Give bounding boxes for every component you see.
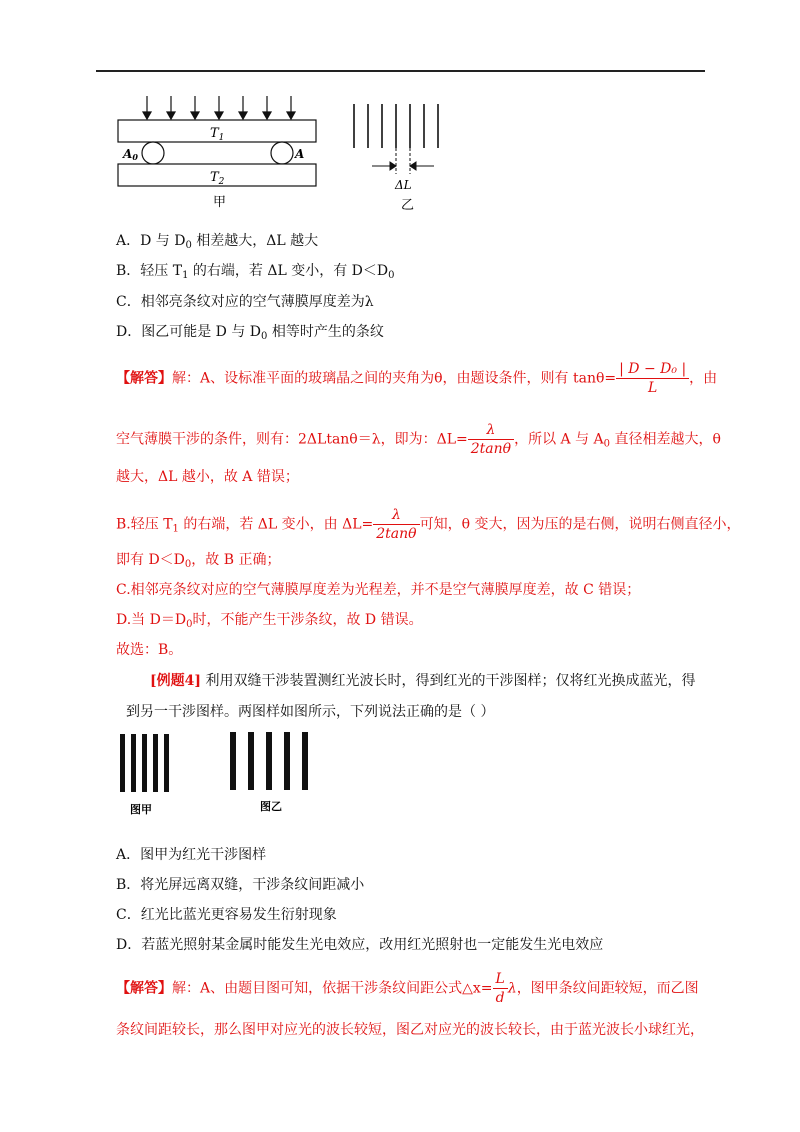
q2-option-a: A．图甲为红光干涉图样 [116,847,267,863]
ball-a0-label: A0 [123,147,138,162]
ball-a0 [142,142,164,164]
figure1-caption-yi: 乙 [401,198,415,213]
answer1-line5: 即有 $D<D_0$，故 B 正确； [116,552,281,570]
pressure-arrows [143,96,295,119]
answer2-line2: 条纹间距较长，那么图甲对应光的波长较短，图乙对应光的波长较长，由于蓝光波长小球红光， [116,1022,704,1038]
answer1-line4: B.轻压 $T_1$ 的右端，若 ΔL 变小，由 ΔL= $\frac{\lambda}{2\tan\theta}$ 可知，θ 变大，因为压的是右侧，说明右侧直径小， [116,507,741,542]
figure2-caption-yi: 图乙 [260,800,282,813]
q1-option-c: C．相邻亮条纹对应的空气薄膜厚度差为λ [116,294,374,310]
q2-option-b: B．将光屏远离双缝，干涉条纹间距减小 [116,877,365,893]
interference-fringes [354,104,438,148]
q2-option-d: D．若蓝光照射某金属时能发生光电效应，改用红光照射也一定能发生光电效应 [116,937,604,953]
answer1-line6: C.相邻亮条纹对应的空气薄膜厚度差为光程差，并不是空气薄膜厚度差，故 C 错误； [116,582,641,598]
ball-a-label: A [295,147,305,161]
pattern-jia [120,734,169,792]
figure-thin-film-interference [110,92,450,214]
pattern-yi [230,732,308,790]
answer1-line7: D.当 $D=D_0$时，不能产生干涉条纹，故 D 错误。 [116,612,423,630]
answer2-tag: 【解答】 [116,980,172,997]
header-rule [96,70,705,72]
answer1-line2: 空气薄膜干涉的条件，则有：2ΔLtanθ＝λ，即为：ΔL= $\frac{\lambda}{2\tan\theta}$ ，所以 A 与 $A_0$ 直径相差越大，θ [116,422,721,457]
answer1-fraction-1: $\frac{\text{| D − D₀ |}}{L}$ [616,360,689,397]
plate-t1-label: $T_1$ [210,126,225,143]
answer1-line8: 故选：B。 [116,642,183,658]
answer2-line1: 【解答】解：A、由题目图可知，依据干涉条纹间距公式△x= $\frac{L}{d}$ λ，图甲条纹间距较短，而乙图 [116,971,699,1006]
ball-a [271,142,293,164]
q1-option-b: B．轻压 $T_1$ 的右端，若 ΔL 变小，有 $D<D_0$ [116,263,395,281]
figure-double-slit-patterns [112,728,342,818]
delta-l-marker [372,148,434,174]
example4-tag: [例题4] [150,673,201,689]
q2-option-c: C．红光比蓝光更容易发生衍射现象 [116,907,337,923]
answer1-line1: 【解答】解：A、设标准平面的玻璃晶之间的夹角为θ，由题设条件，则有 tanθ= $\frac{\text{| D − D₀ |}}{L}$ ，由 [116,361,718,396]
answer2-fraction: $\frac{L}{d}$ [493,970,508,1007]
q1-option-a: A．D 与 $D_0$ 相差越大，ΔL 越大 [116,233,319,251]
answer1-tag: 【解答】 [116,370,172,387]
figure1-caption-jia: 甲 [213,195,227,210]
example4-line1: [例题4] 利用双缝干涉装置测红光波长时，得到红光的干涉图样；仅将红光换成蓝光，得 [150,673,696,689]
answer1-fraction-2: $\frac{\lambda}{2\tan\theta}$ [468,421,514,458]
example4-line2: 到另一干涉图样。两图样如图所示，下列说法正确的是（ ） [126,704,495,720]
delta-l-label: ΔL [395,178,412,192]
q1-option-d: D．图乙可能是 D 与 $D_0$ 相等时产生的条纹 [116,324,384,342]
figure2-caption-jia: 图甲 [130,803,152,816]
plate-t2-label: $T_2$ [210,170,225,187]
answer1-fraction-3: $\frac{\lambda}{2\tan\theta}$ [373,506,419,543]
answer1-line3: 越大，ΔL 越小，故 A 错误； [116,469,299,485]
